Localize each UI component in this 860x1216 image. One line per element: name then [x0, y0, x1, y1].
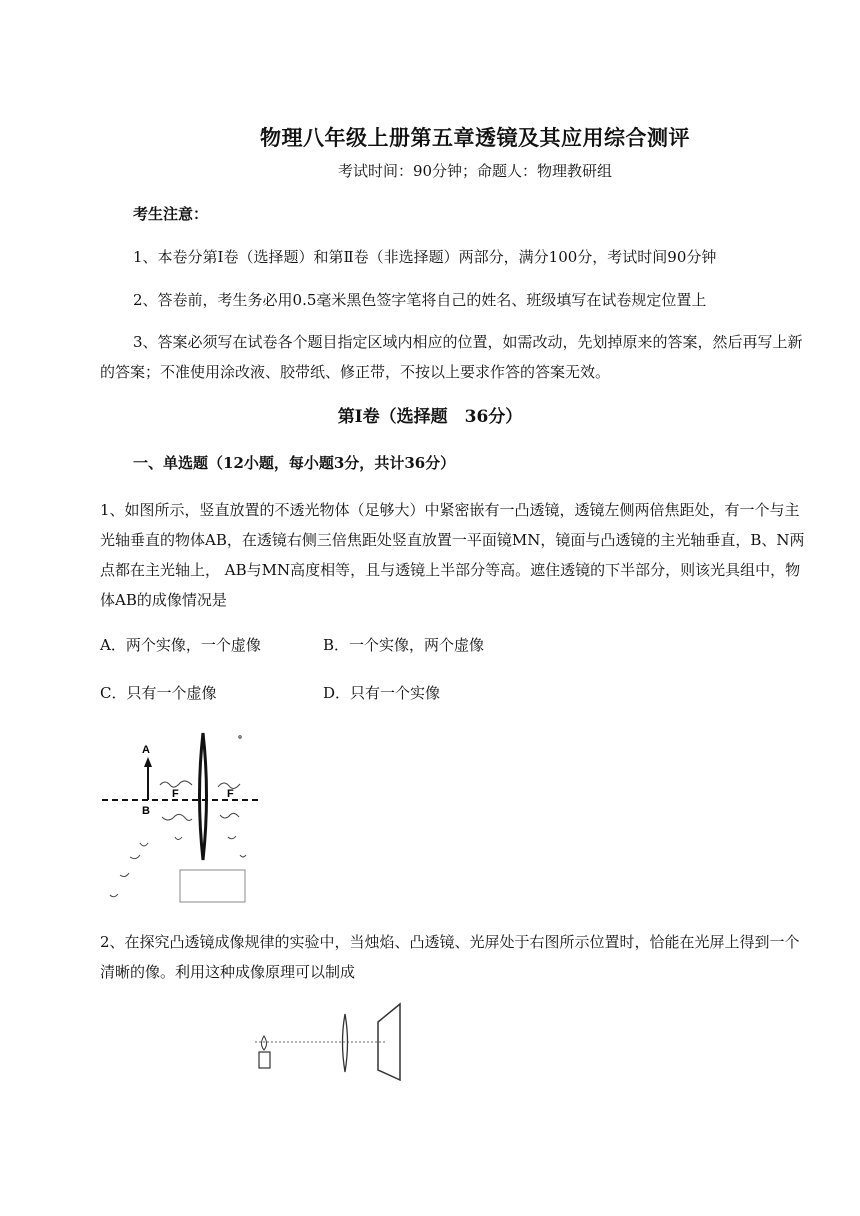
section-title: 第Ⅰ卷（选择题 36分） — [337, 407, 523, 427]
option-b: B．一个实像，两个虚像 — [323, 636, 485, 654]
label-f-right: F — [227, 788, 234, 800]
label-b: B — [142, 805, 150, 817]
option-c: C．只有一个虚像 — [100, 684, 217, 702]
optical-bench-figure — [250, 1000, 410, 1085]
option-d: D．只有一个实像 — [323, 684, 441, 702]
part-heading: 一、单选题（12小题，每小题3分，共计36分） — [133, 454, 456, 472]
notice-item: 2、答卷前，考生务必用0.5毫米黑色签字笔将自己的姓名、班级填写在试卷规定位置上 — [133, 291, 707, 309]
notice-item: 3、答案必须写在试卷各个题目指定区域内相应的位置，如需改动，先划掉原来的答案，然后再写上新的答案；不准使用涂改液、胶带纸、修正带，不按以上要求作答的答案无效。 — [100, 333, 803, 381]
option-a: A．两个实像，一个虚像 — [100, 636, 261, 654]
lens-diagram-figure — [100, 725, 260, 910]
question-1-stem: 1、如图所示，竖直放置的不透光物体（足够大）中紧密嵌有一凸透镜，透镜左侧两倍焦距处，有一个与主光轴垂直的物体AB，在透镜右侧三倍焦距处竖直放置一平面镜MN，镜面与凸透镜的主光轴垂直，B、N两点都在主光轴上， AB与MN高度相等，且与透镜上半部分等高。遮住透镜的下半部分，则该光具组中，物体AB的成像情况是 — [100, 501, 805, 609]
label-f-left: F — [172, 788, 179, 800]
notice-heading: 考生注意： — [133, 205, 209, 223]
page-title: 物理八年级上册第五章透镜及其应用综合测评 — [260, 125, 690, 150]
label-a: A — [142, 744, 150, 756]
exam-info: 考试时间：90分钟；命题人：物理教研组 — [337, 162, 613, 180]
notice-item: 1、本卷分第Ⅰ卷（选择题）和第Ⅱ卷（非选择题）两部分，满分100分，考试时间90分钟 — [133, 248, 717, 266]
question-2-stem: 2、在探究凸透镜成像规律的实验中，当烛焰、凸透镜、光屏处于右图所示位置时，恰能在光屏上得到一个清晰的像。利用这种成像原理可以制成 — [100, 933, 800, 981]
